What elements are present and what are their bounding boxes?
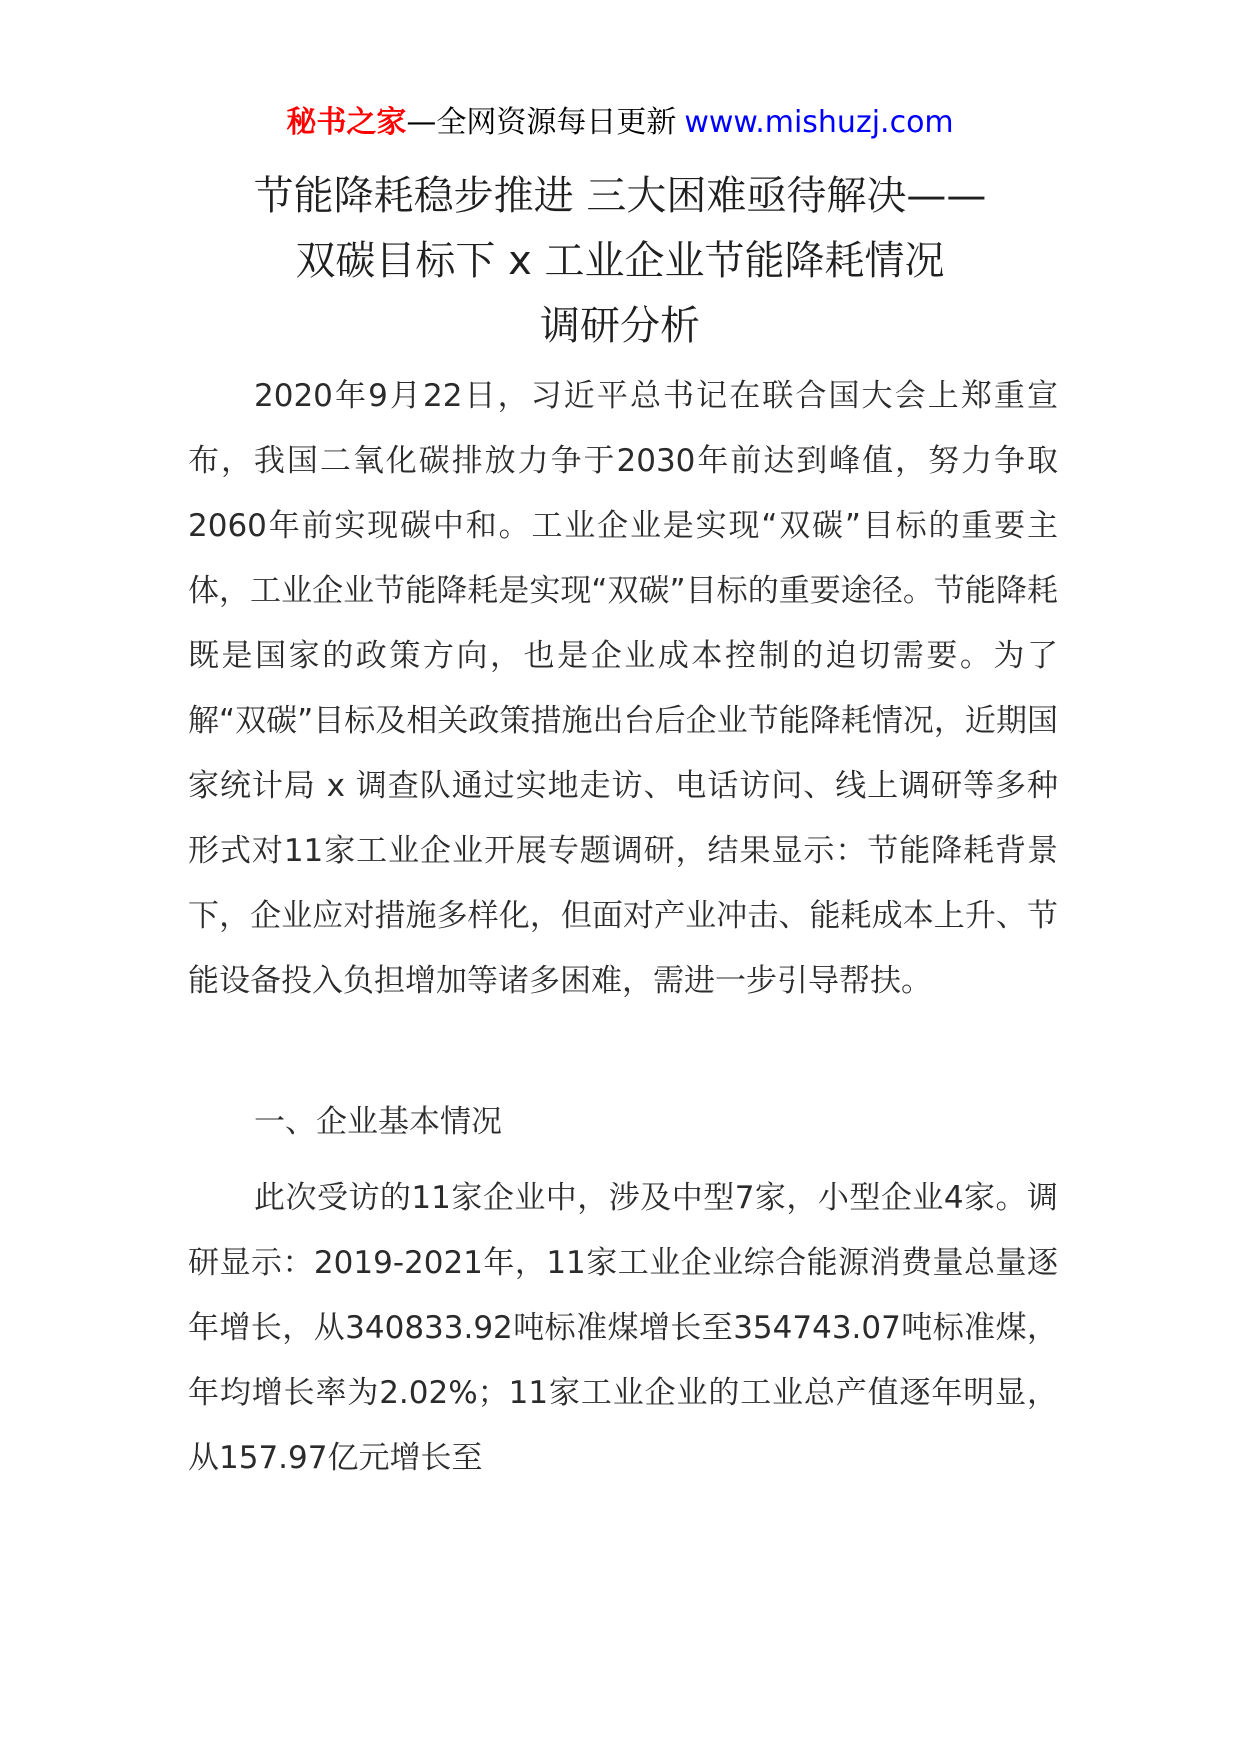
section-heading-text: 一、企业基本情况 xyxy=(254,1104,502,1140)
paragraph-text: 2020年9月22日，习近平总书记在联合国大会上郑重宣布，我国二氧化碳排放力争于2030年前达到峰值，努力争取2060年前实现碳中和。工业企业是实现“双碳”目标的重要主体，工业企业节能降耗是实现“双碳”目标的重要途径。节能降耗既是国家的政策方向，也是企业成本控制的迫切需要。为了解“双碳”目标及相关政策措施出台后企业节能降耗情况，近期国家统计局 x 调查队通过实地走访、电话访问、线上调研等多种形式对11家工业企业开展专题调研，结果显示：节能降耗背景下，企业应对措施多样化，但面对产业冲击、能耗成本上升、节能设备投入负担增加等诸多困难，需进一步引导帮扶。 xyxy=(188,378,1058,999)
document-title xyxy=(160,164,1080,359)
body-paragraph-2 xyxy=(188,1166,1058,1491)
body-paragraph-1 xyxy=(188,364,1058,1014)
title-line-3: 调研分析 xyxy=(540,303,700,349)
site-brand: 秘书之家 xyxy=(286,105,407,140)
title-line-2: 双碳目标下 x 工业企业节能降耗情况 xyxy=(295,238,945,284)
site-url-link[interactable]: www.mishuzj.com xyxy=(684,105,954,140)
site-header xyxy=(0,100,1240,146)
paragraph-text: 此次受访的11家企业中，涉及中型7家，小型企业4家。调研显示：2019-2021年，11家工业企业综合能源消费量总量逐年增长，从340833.92吨标准煤增长至354743.07吨标准煤，年均增长率为2.02%；11家工业企业的工业总产值逐年明显，从157.97亿元增长至 xyxy=(188,1180,1058,1476)
title-line-1: 节能降耗稳步推进 三大困难亟待解决—— xyxy=(253,173,987,219)
site-slogan: —全网资源每日更新 xyxy=(406,105,677,140)
section-heading-1 xyxy=(188,1090,1058,1155)
